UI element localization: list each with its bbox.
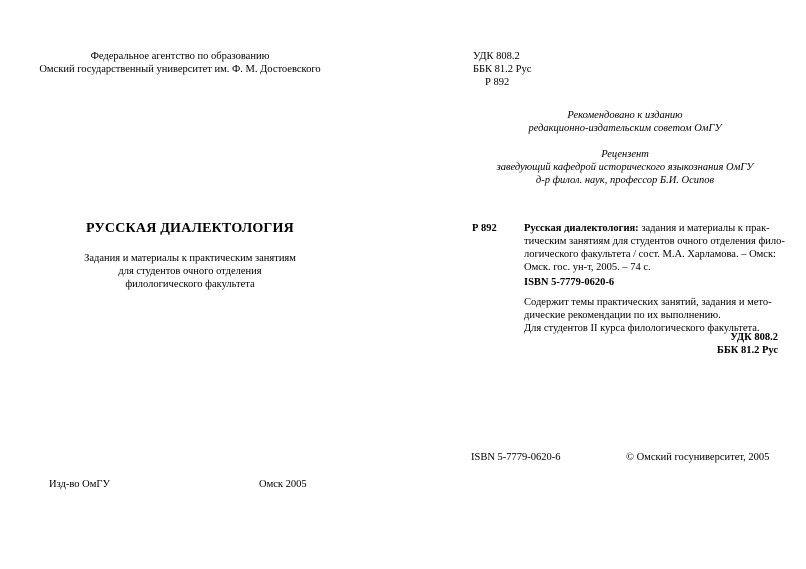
bib-text-line: задания и материалы к прак-: [638, 223, 770, 234]
classification-codes-bold: [640, 331, 778, 357]
isbn-footer: ISBN 5-7779-0620-6: [471, 452, 561, 463]
book-subtitle: [0, 252, 380, 291]
book-title: РУССКАЯ ДИАЛЕКТОЛОГИЯ: [86, 221, 294, 236]
left-page-header: [0, 50, 360, 76]
bibliographic-description: [524, 222, 785, 274]
classification-block: [473, 50, 531, 89]
reviewer-heading: Рецензент: [601, 149, 649, 160]
subtitle-line: для студентов очного отделения: [118, 266, 262, 277]
bbk-code-bold: ББК 81.2 Рус: [716, 345, 778, 356]
isbn-number: ISBN 5-7779-0620-6: [524, 277, 615, 288]
agency-name: Федеральное агентство по образованию: [90, 51, 270, 62]
annotation: [524, 296, 778, 335]
university-name: Омский государственный университет им. Ф. М. Достоевского: [39, 64, 321, 75]
recommendation-line: Рекомендовано к изданию: [567, 110, 683, 121]
annotation-line: Содержит темы практических занятий, задания и мето-: [524, 297, 772, 308]
author-sign-code: Р 892: [485, 77, 510, 88]
reviewer-note: [460, 148, 790, 187]
recommendation-line: редакционно-издательским советом ОмГУ: [528, 123, 722, 134]
subtitle-line: Задания и материалы к практическим занятиям: [84, 253, 296, 264]
udk-code: УДК 808.2: [473, 51, 520, 62]
reviewer-position: заведующий кафедрой исторического языкознания ОмГУ: [496, 162, 754, 173]
recommendation-note: [460, 109, 790, 135]
udk-code-bold: УДК 808.2: [730, 332, 778, 343]
subtitle-line: филологического факультета: [125, 279, 255, 290]
bibliographic-code: Р 892: [472, 223, 497, 234]
reviewer-name: д-р филол. наук, профессор Б.И. Осипов: [535, 175, 715, 186]
copyright-notice: © Омский госуниверситет, 2005: [626, 452, 770, 463]
publisher: Изд-во ОмГУ: [49, 479, 110, 490]
bib-text-line: тическим занятиям для студентов очного отделения фило-: [524, 236, 785, 247]
city-year: Омск 2005: [259, 479, 307, 490]
bib-title: Русская диалектология:: [524, 223, 639, 234]
annotation-line: дические рекомендации по их выполнению.: [524, 310, 721, 321]
bib-text-line: логического факультета / сост. М.А. Харламова. – Омск:: [524, 249, 776, 260]
annotation-line: Для студентов II курса филологического факультета.: [524, 323, 760, 334]
bbk-code: ББК 81.2 Рус: [473, 64, 532, 75]
bib-text-line: Омск. гос. ун-т, 2005. – 74 с.: [524, 262, 651, 273]
